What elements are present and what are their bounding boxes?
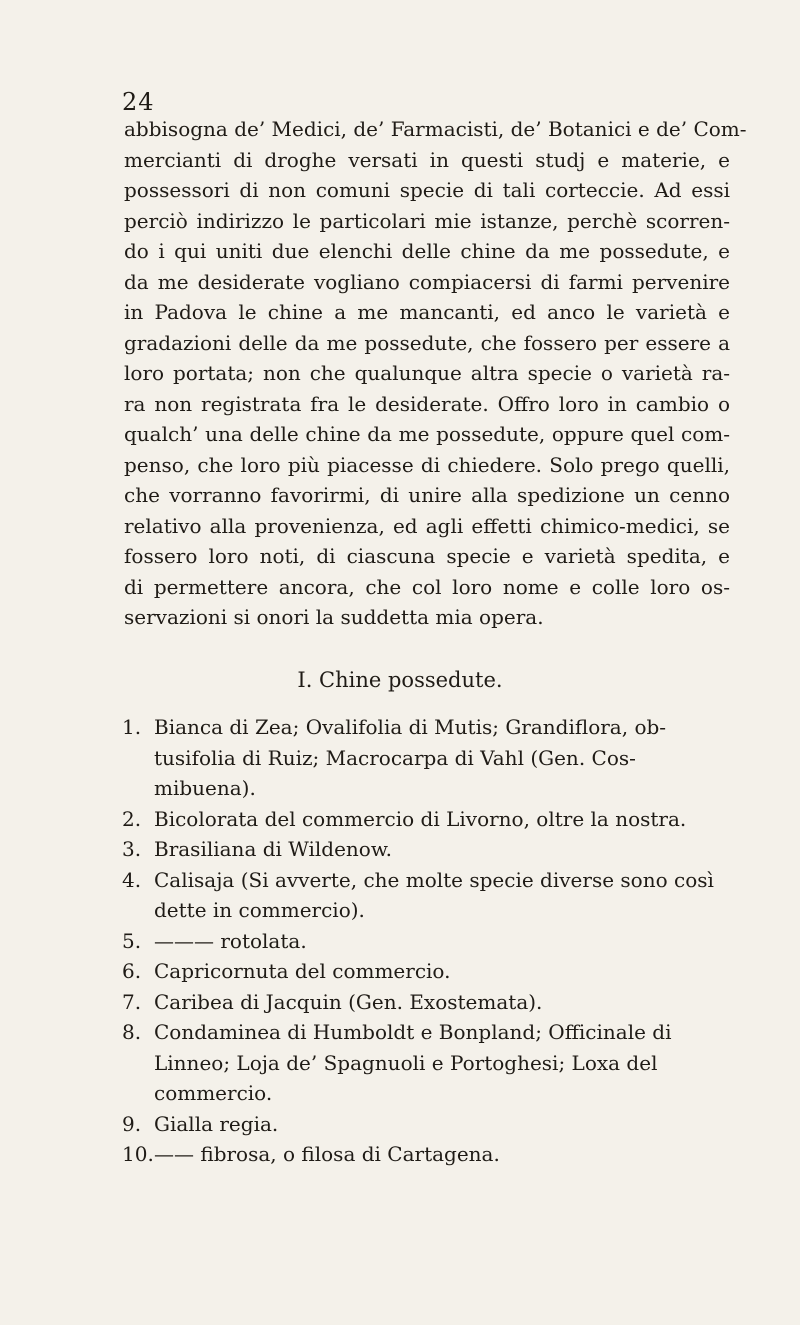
list-item <box>122 834 742 865</box>
item-number: 1. <box>122 715 142 739</box>
item-line: dette in commercio). <box>154 898 365 922</box>
list-item <box>122 712 742 804</box>
list-item <box>122 987 742 1018</box>
item-number: 10. <box>122 1142 154 1166</box>
paragraph-line: in Padova le chine a me mancanti, ed anco le varietà e <box>124 300 730 324</box>
item-line: ——— rotolata. <box>154 928 307 953</box>
paragraph-line: gradazioni delle da me possedute, che fossero per essere a <box>124 330 730 355</box>
list-item <box>122 804 742 835</box>
item-line: Bianca di Zea; Ovalifolia di Mutis; Grandiflora, ob- <box>154 715 667 739</box>
paragraph-line: ra non registrata fra le desiderate. Offro loro in cambio o <box>124 391 730 416</box>
item-line: Capricornuta del commercio. <box>154 959 451 983</box>
item-number: 7. <box>122 989 142 1014</box>
item-line: Brasiliana di Wildenow. <box>154 837 392 861</box>
item-line: —— fibrosa, o filosa di Cartagena. <box>154 1142 500 1166</box>
item-line: Caribea di Jacquin (Gen. Exostemata). <box>154 989 543 1014</box>
paragraph-line: da me desiderate vogliano compiacersi di farmi pervenire <box>124 269 730 294</box>
paragraph-line: possessori di non comuni specie di tali corteccie. Ad essi <box>124 178 730 202</box>
paragraph-line: servazioni si onori la suddetta mia opera. <box>124 605 544 629</box>
item-line: Bicolorata del commercio di Livorno, oltre la nostra. <box>154 806 687 831</box>
paragraph-line: che vorranno favorirmi, di unire alla spedizione un cenno <box>124 483 730 507</box>
paragraph-line: loro portata; non che qualunque altra specie o varietà ra- <box>124 361 730 385</box>
item-number: 4. <box>122 867 142 892</box>
list-item <box>122 1139 742 1170</box>
item-number: 8. <box>122 1020 142 1044</box>
paragraph-line: abbisogna de’ Medici, de’ Farmacisti, de’ Botanici e de’ Com- <box>124 117 747 141</box>
chine-list <box>122 712 742 1170</box>
item-number: 9. <box>122 1111 142 1136</box>
section-heading: I. Chine possedute. <box>297 668 503 692</box>
item-number: 3. <box>122 837 142 861</box>
body-paragraph <box>124 114 747 633</box>
item-line: mibuena). <box>154 776 256 800</box>
paragraph-line: perciò indirizzo le particolari mie istanze, perchè scorren- <box>124 208 730 233</box>
paragraph-line: relativo alla provenienza, ed agli effetti chimico-medici, se <box>124 513 730 538</box>
item-line: Gialla regia. <box>154 1111 279 1136</box>
item-line: tusifolia di Ruiz; Macrocarpa di Vahl (Gen. Cos- <box>154 745 636 770</box>
item-line: Linneo; Loja de’ Spagnuoli e Portoghesi; Loxa del <box>154 1050 658 1075</box>
list-item <box>122 1017 742 1109</box>
item-line: commercio. <box>154 1081 273 1105</box>
list-item <box>122 1109 742 1140</box>
paragraph-line: di permettere ancora, che col loro nome e colle loro os- <box>124 574 730 599</box>
item-line: Condaminea di Humboldt e Bonpland; Officinale di <box>154 1020 672 1044</box>
paragraph-line: do i qui uniti due elenchi delle chine da me possedute, e <box>124 239 730 263</box>
item-number: 2. <box>122 806 142 831</box>
list-item <box>122 865 742 926</box>
paragraph-line: penso, che loro più piacesse di chiedere. Solo prego quelli, <box>124 452 730 477</box>
paragraph-line: qualch’ una delle chine da me possedute, oppure quel com- <box>124 422 730 446</box>
list-item <box>122 926 742 957</box>
list-item <box>122 956 742 987</box>
paragraph-line: mercianti di droghe versati in questi studj e materie, e <box>124 147 730 172</box>
paragraph-line: fossero loro noti, di ciascuna specie e varietà spedita, e <box>124 544 730 568</box>
item-line: Calisaja (Si avverte, che molte specie diverse sono così <box>154 867 714 892</box>
item-number: 6. <box>122 959 142 983</box>
page-number: 24 <box>122 88 155 116</box>
item-number: 5. <box>122 928 142 953</box>
